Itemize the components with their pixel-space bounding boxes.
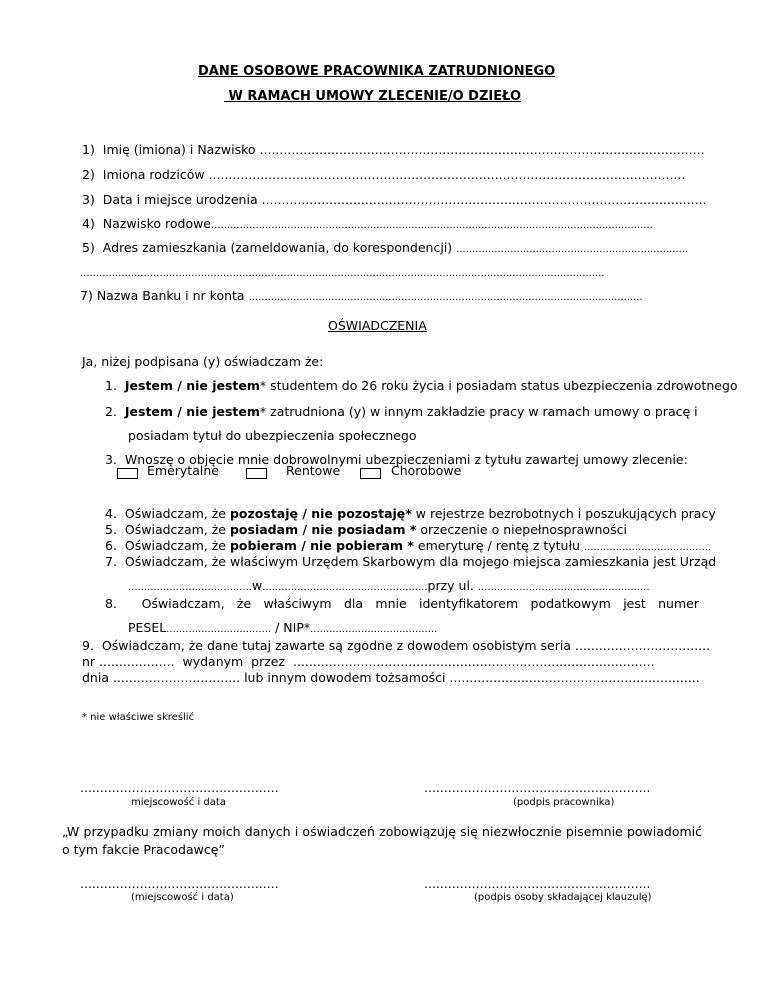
checkbox-label-chorobowe: Chorobowe bbox=[391, 463, 462, 478]
statements-intro: Ja, niżej podpisana (y) oświadczam że: bbox=[82, 354, 324, 369]
statement-pension: 6. Oświadczam, że pobieram / nie pobieram * emeryturę / rentę z tytułu ........................................ bbox=[105, 538, 712, 553]
statement-id-document-line2: nr ................... wydanym przez ........................................................................................... bbox=[82, 654, 655, 669]
signature-right-label: (podpis pracownika) bbox=[513, 797, 615, 808]
checkbox-rentowe[interactable] bbox=[246, 468, 267, 479]
statement-employed-line2: posiadam tytuł do ubezpieczenia społecznego bbox=[128, 428, 417, 443]
field-address: 5) Adres zamieszkania (zameldowania, do korespondencji) ......................................................................... bbox=[82, 240, 689, 255]
statement-employed: 2. Jestem / nie jestem* zatrudniona (y) w innym zakładzie pracy w ramach umowy o pracę i bbox=[105, 404, 698, 419]
notification-clause: „W przypadku zmiany moich danych i oświadczeń zobowiązuję się niezwłocznie pisemnie powiadomić o tym fakcie Pracodawcę” bbox=[62, 824, 702, 857]
statement-unemployed-register: 4. Oświadczam, że pozostaję / nie pozostaję* w rejestrze bezrobotnych i poszukujących pracy bbox=[105, 506, 716, 521]
signature-right-dots: ......................................................... bbox=[424, 780, 651, 795]
field-maiden-name: 4) Nazwisko rodowe........................................................................................................................................... bbox=[82, 216, 653, 231]
checkbox-label-rentowe: Rentowe bbox=[286, 463, 341, 478]
field-bank-account: 7) Nazwa Banku i nr konta ............................................................................................................................ bbox=[80, 288, 643, 303]
statement-tax-identifier: 8. Oświadczam, że właściwym dla mnie identyfikatorem podatkowym jest numer bbox=[105, 596, 699, 611]
footnote: * nie właściwe skreślić bbox=[82, 712, 195, 723]
checkbox-label-emerytalne: Emerytalne bbox=[147, 463, 219, 478]
clause-signature-left-label: (miejscowość i data) bbox=[131, 892, 234, 903]
statement-id-document-line3: dnia ................................ lub innym dowodem tożsamości ............................................................... bbox=[82, 670, 700, 685]
statement-id-document: 9. Oświadczam, że dane tutaj zawarte są zgodne z dowodem osobistym seria .................................. bbox=[82, 638, 711, 653]
checkbox-chorobowe[interactable] bbox=[360, 468, 381, 479]
field-address-continuation: ..................................................................................................................................................................... bbox=[80, 268, 605, 279]
tax-identifier-details: PESEL................................. / NIP*........................................ bbox=[128, 620, 438, 635]
document-title: DANE OSOBOWE PRACOWNIKA ZATRUDNIONEGO bbox=[198, 64, 556, 79]
statement-disability: 5. Oświadczam, że posiadam / nie posiadam * orzeczenie o niepełnosprawności bbox=[105, 522, 627, 537]
statement-voluntary-insurance: 3. Wnoszę o objęcie mnie dobrowolnymi ubezpieczeniami z tytułu zawartej umowy zlecenie: bbox=[105, 452, 688, 467]
clause-signature-right-dots: ......................................................... bbox=[424, 876, 651, 891]
document-subtitle: W RAMACH UMOWY ZLECENIE/O DZIEŁO bbox=[224, 89, 522, 104]
statements-heading: OŚWIADCZENIA bbox=[328, 318, 427, 333]
statement-student: 1. Jestem / nie jestem* studentem do 26 roku życia i posiadam status ubezpieczenia zdrowotnego bbox=[105, 378, 738, 393]
signature-left-label: miejscowość i data bbox=[131, 797, 226, 808]
signature-left-dots: .................................................. bbox=[80, 780, 279, 795]
field-parents-names: 2) Imiona rodziców ........................................................................................................................ bbox=[82, 167, 686, 182]
field-birth-date-place: 3) Data i miejsce urodzenia ................................................................................................................ bbox=[82, 192, 707, 207]
tax-office-details: .......................................w....................................................przy ul. ...................................................... bbox=[128, 578, 650, 593]
statement-tax-office: 7. Oświadczam, że właściwym Urzędem Skarbowym dla mojego miejsca zamieszkania jest Urząd bbox=[105, 554, 717, 569]
checkbox-emerytalne[interactable] bbox=[117, 468, 138, 479]
field-name: 1) Imię (imiona) i Nazwisko ................................................................................................................ bbox=[82, 142, 705, 157]
clause-signature-left-dots: .................................................. bbox=[80, 876, 279, 891]
clause-signature-right-label: (podpis osoby składającej klauzulę) bbox=[474, 892, 652, 903]
